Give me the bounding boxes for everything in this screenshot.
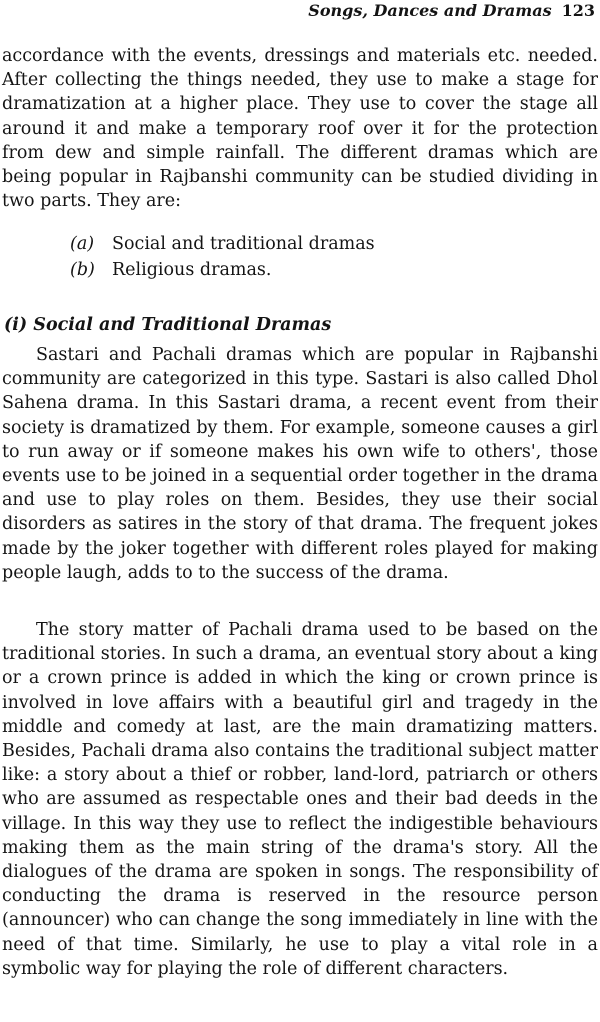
list-item-text: Religious dramas. [112, 260, 272, 280]
list-item [70, 257, 375, 283]
paragraph-sastari-pachali: Sastari and Pachali dramas which are popular in Rajbanshi community are categorized in this type. Sastari is also called Dhol Sahena drama. In this Sastari drama, a recent event from their society is dramatized by them. For example, someone causes a girl to run away or if someone makes his own wife to others', those events use to be joined in a sequential order together in the drama and use to play roles on them. Besides, they use their social disorders as satires in the story of that drama. The frequent jokes made by the joker together with different roles played for making people laugh, adds to to the success of the drama. [2, 345, 598, 583]
running-title: Songs, Dances and Dramas [308, 1, 552, 20]
paragraph-pachali-story: The story matter of Pachali drama used to be based on the traditional stories. In such a drama, an eventual story about a king or a crown prince is added in which the king or crown prince is involved in love affairs with a beautiful girl and tragedy in the middle and comedy at last, are the main dramatizing matters. Besides, Pachali drama also contains the traditional subject matter like: a story about a thief or robber, land-lord, patriarch or others who are assumed as respectable ones and their bad deeds in the village. In this way they use to reflect the indigestible behaviours making them as the main string of the drama's story. All the dialogues of the drama are spoken in songs. The responsibility of conducting the drama is reserved in the resource person (announcer) who can change the song immediately in line with the need of that time. Similarly, he use to play a vital role in a symbolic way for playing the role of different characters. [2, 620, 598, 979]
running-header [308, 0, 595, 22]
list-marker: (b) [70, 260, 95, 280]
page-number: 123 [561, 1, 595, 20]
paragraph-intro: accordance with the events, dressings and materials etc. needed. After collecting the things needed, they use to make a stage for dramatization at a higher place. They use to cover the stage all around it and make a temporary roof over it for the protection from dew and simple rainfall. The different dramas which are being popular in Rajbanshi community can be studied dividing in two parts. They are: [2, 46, 598, 212]
section-heading: (i) Social and Traditional Dramas [4, 315, 332, 335]
list-item-text: Social and traditional dramas [112, 234, 375, 254]
list-item [70, 231, 375, 257]
list-marker: (a) [70, 234, 95, 254]
drama-types-list [70, 231, 375, 283]
